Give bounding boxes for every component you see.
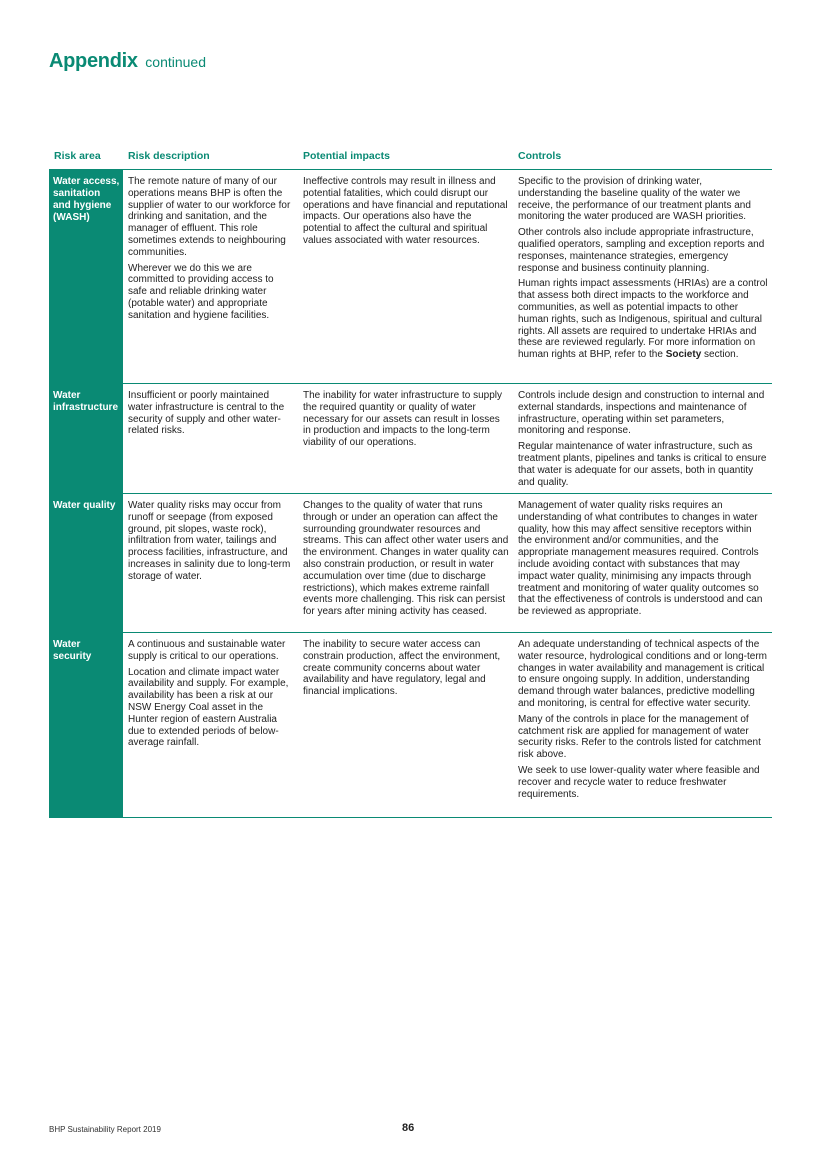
- paragraph-tail: section.: [701, 349, 739, 361]
- title-main: Appendix: [49, 50, 138, 72]
- paragraph: Specific to the provision of drinking water, understanding the baseline quality of the water we receive, the performance of our treatment plants and monitoring the water produced are WASH priorities.: [518, 176, 751, 223]
- risk-table: [49, 150, 772, 818]
- risk-description-cell: [123, 384, 298, 493]
- page-title: [49, 50, 206, 73]
- paragraph: We seek to use lower-quality water where feasible and recover and recycle water to reduce freshwater requirements.: [518, 764, 760, 800]
- paragraph: The remote nature of many of our operations means BHP is often the supplier of water to our workforce for drinking and sanitation, and the manager of effluent. This role sometimes extends to neighbouring communities.: [128, 176, 291, 258]
- paragraph: Many of the controls in place for the management of catchment risk are applied for management of water security risks. Refer to the controls listed for catchment risk above.: [518, 713, 761, 761]
- society-section-link[interactable]: Society: [665, 349, 702, 361]
- paragraph: A continuous and sustainable water supply is critical to our operations.: [128, 639, 286, 662]
- paragraph: Other controls also include appropriate infrastructure, qualified operators, sampling and exception reports and responses, maintenance strategies, emergency response and business continuity planning.: [518, 227, 765, 274]
- table-row: [49, 384, 772, 494]
- controls-cell: [513, 384, 772, 493]
- risk-area-cell: Water security: [49, 633, 123, 817]
- paragraph: Water quality risks may occur from runoff or seepage (from exposed ground, pit slopes, waste rock), infiltration from water, tailings and process facilities, infrastructure, and increases in salinity due to long-term storage of water.: [128, 500, 291, 582]
- table-row: [49, 170, 772, 384]
- column-header-risk-description: Risk description: [128, 150, 210, 162]
- table-header: [49, 150, 772, 170]
- footer-report-name: BHP Sustainability Report 2019: [49, 1125, 161, 1134]
- paragraph: The inability to secure water access can constrain production, affect the environment, create community concerns about water availability and have regulatory, legal and financial implications.: [303, 639, 501, 698]
- paragraph: Controls include design and construction to internal and external standards, inspections and maintenance of infrastructure, operating within set parameters, monitoring and response.: [518, 390, 765, 437]
- title-subtitle: continued: [145, 54, 206, 70]
- potential-impacts-cell: [298, 170, 513, 383]
- paragraph: Wherever we do this we are committed to providing access to safe and reliable drinking water (potable water) and appropriate sanitation and hygiene facilities.: [128, 262, 274, 321]
- paragraph: [518, 278, 768, 361]
- risk-area-cell: Water infrastructure: [49, 384, 123, 493]
- paragraph: An adequate understanding of technical aspects of the water resource, hydrological conditions and or long-term changes in water availability and management is critical to ensure ongoing supply. In addition, understanding demand through water balances, predictive modelling and monitoring, is central for effective water security.: [518, 639, 768, 709]
- controls-cell: [513, 633, 772, 817]
- controls-cell: [513, 494, 772, 632]
- table-row: [49, 494, 772, 633]
- risk-area-cell: Water access, sanitation and hygiene (WASH): [49, 170, 123, 383]
- paragraph: Regular maintenance of water infrastructure, such as treatment plants, pipelines and tanks is critical to ensure that water is adequate for our assets, both in quantity and quality.: [518, 441, 767, 488]
- column-header-controls: Controls: [518, 150, 562, 162]
- paragraph: Ineffective controls may result in illness and potential fatalities, which could disrupt our operations and have financial and reputational impacts. Our operations also have the potential to affect the cultural and spiritual values associated with water resources.: [303, 176, 508, 246]
- controls-cell: [513, 170, 772, 383]
- potential-impacts-cell: [298, 494, 513, 632]
- risk-area-cell: Water quality: [49, 494, 123, 632]
- table-row: [49, 633, 772, 818]
- paragraph-text: Human rights impact assessments (HRIAs) are a control that assess both direct impacts to the workforce and communities, as well as potential impacts to other human rights, such as Indigenous, spiritual and cultural rights. All assets are required to undertake HRIAs and these are reviewed regularly. For more information on human rights at BHP, refer to the: [518, 278, 768, 361]
- risk-description-cell: [123, 633, 298, 817]
- paragraph: Insufficient or poorly maintained water infrastructure is central to the security of supply and other water-related risks.: [128, 390, 285, 437]
- potential-impacts-cell: [298, 384, 513, 493]
- paragraph: Location and climate impact water availability and supply. For example, availability has been a risk at our NSW Energy Coal asset in the Hunter region of eastern Australia due to extended periods of below-average rainfall.: [128, 666, 289, 749]
- page-number: 86: [402, 1122, 415, 1134]
- column-header-risk-area: Risk area: [54, 150, 101, 162]
- paragraph: The inability for water infrastructure to supply the required quantity or quality of water necessary for our assets can result in losses in production and impacts to the long-term viability of our operations.: [303, 390, 502, 449]
- paragraph: Management of water quality risks requires an understanding of what contributes to changes in water quality, how this may affect sensitive receptors within the environment and/or communities, and the appropriate management measures required. Controls include avoiding contact with substances that may impact water quality, minimising any impacts through treatment and monitoring of water quality outcomes so that the effectiveness of controls is understood and can be reviewed as appropriate.: [518, 500, 763, 618]
- paragraph: Changes to the quality of water that runs through or under an operation can affect the surrounding groundwater resources and streams. This can affect other water users and the environment. Changes in water quality can also constrain production, or result in water accumulation over time (due to discharge restrictions), which makes extreme rainfall events more challenging. This risk can persist for years after mining activity has ceased.: [303, 500, 509, 618]
- risk-description-cell: [123, 494, 298, 632]
- risk-description-cell: [123, 170, 298, 383]
- potential-impacts-cell: [298, 633, 513, 817]
- column-header-potential-impacts: Potential impacts: [303, 150, 390, 162]
